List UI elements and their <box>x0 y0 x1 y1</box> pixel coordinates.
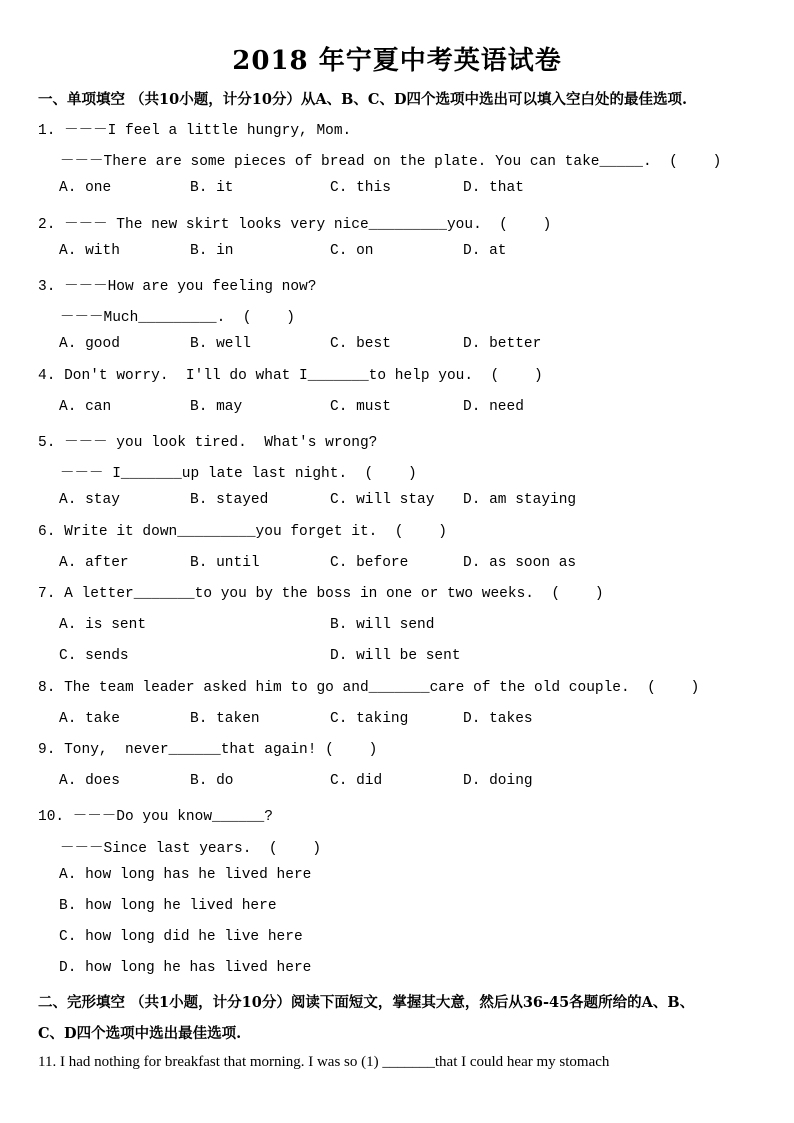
question-3-option-c: C. best <box>330 336 391 352</box>
question-9-option-d: D. doing <box>463 773 533 789</box>
question-6-option-b: B. until <box>190 555 260 571</box>
question-5-line-1: 5. －－－ you look tired. What's wrong? <box>38 435 378 451</box>
question-7-option-c: C. sends <box>59 648 129 664</box>
question-5-option-d: D. am staying <box>463 492 577 508</box>
section-1-heading: 一、单项填空 （共10小题，计分10分）从A、B、C、D四个选项中选出可以填入空白处的最佳选项. <box>38 91 688 108</box>
question-2-option-b: B. in <box>190 243 234 259</box>
question-10-line-1: 10. －－－Do you know______? <box>38 809 273 825</box>
question-1-option-a: A. one <box>59 180 112 196</box>
question-8-line-1: 8. The team leader asked him to go and_______care of the old couple. ( ) <box>38 680 700 696</box>
question-3-line-1: 3. －－－How are you feeling now? <box>38 279 317 295</box>
question-3-option-a: A. good <box>59 336 120 352</box>
question-5-option-a: A. stay <box>59 492 120 508</box>
question-9-line-1: 9. Tony, never______that again! ( ) <box>38 742 378 758</box>
question-2-option-c: C. on <box>330 243 374 259</box>
question-5-option-c: C. will stay <box>330 492 435 508</box>
question-5-line-2: －－－ I_______up late last night. ( ) <box>60 466 417 482</box>
section-2-heading-line-2: C、D四个选项中选出最佳选项. <box>38 1025 242 1042</box>
section-2-heading-line-1: 二、完形填空 （共1小题，计分10分）阅读下面短文，掌握其大意，然后从36-45各题所给的A、B、 <box>38 994 695 1011</box>
question-3-line-2: －－－Much_________. ( ) <box>60 310 295 326</box>
question-4-line-1: 4. Don't worry. I'll do what I_______to help you. ( ) <box>38 368 543 384</box>
question-1-line-1: 1. －－－I feel a little hungry, Mom. <box>38 123 352 139</box>
question-10-option-b: B. how long he lived here <box>59 898 277 914</box>
question-5-option-b: B. stayed <box>190 492 269 508</box>
question-8-option-b: B. taken <box>190 711 260 727</box>
question-9-option-a: A. does <box>59 773 120 789</box>
question-6-option-c: C. before <box>330 555 409 571</box>
question-10-option-c: C. how long did he live here <box>59 929 303 945</box>
question-7-option-d: D. will be sent <box>330 648 461 664</box>
question-9-option-b: B. do <box>190 773 234 789</box>
question-11-line-1: 11. I had nothing for breakfast that morning. I was so (1) _______that I could hear my stomach <box>38 1054 610 1070</box>
question-1-option-b: B. it <box>190 180 234 196</box>
question-9-option-c: C. did <box>330 773 383 789</box>
question-4-option-c: C. must <box>330 399 391 415</box>
question-3-option-d: D. better <box>463 336 542 352</box>
question-2-option-d: D. at <box>463 243 507 259</box>
question-4-option-d: D. need <box>463 399 524 415</box>
question-2-option-a: A. with <box>59 243 120 259</box>
question-10-option-d: D. how long he has lived here <box>59 960 312 976</box>
question-7-option-b: B. will send <box>330 617 435 633</box>
question-6-line-1: 6. Write it down_________you forget it. ( ) <box>38 524 447 540</box>
question-7-line-1: 7. A letter_______to you by the boss in one or two weeks. ( ) <box>38 586 604 602</box>
question-10-option-a: A. how long has he lived here <box>59 867 312 883</box>
question-3-option-b: B. well <box>190 336 251 352</box>
question-8-option-d: D. takes <box>463 711 533 727</box>
question-8-option-c: C. taking <box>330 711 409 727</box>
question-1-line-2: －－－There are some pieces of bread on the plate. You can take_____. ( ) <box>60 154 722 170</box>
question-6-option-d: D. as soon as <box>463 555 577 571</box>
question-6-option-a: A. after <box>59 555 129 571</box>
question-2-line-1: 2. －－－ The new skirt looks very nice_________you. ( ) <box>38 217 552 233</box>
question-4-option-a: A. can <box>59 399 112 415</box>
question-4-option-b: B. may <box>190 399 243 415</box>
question-1-option-d: D. that <box>463 180 524 196</box>
question-7-option-a: A. is sent <box>59 617 147 633</box>
question-10-line-2: －－－Since last years. ( ) <box>60 841 322 857</box>
question-8-option-a: A. take <box>59 711 120 727</box>
page-title: 2018 年宁夏中考英语试卷 <box>232 46 562 76</box>
question-1-option-c: C. this <box>330 180 391 196</box>
